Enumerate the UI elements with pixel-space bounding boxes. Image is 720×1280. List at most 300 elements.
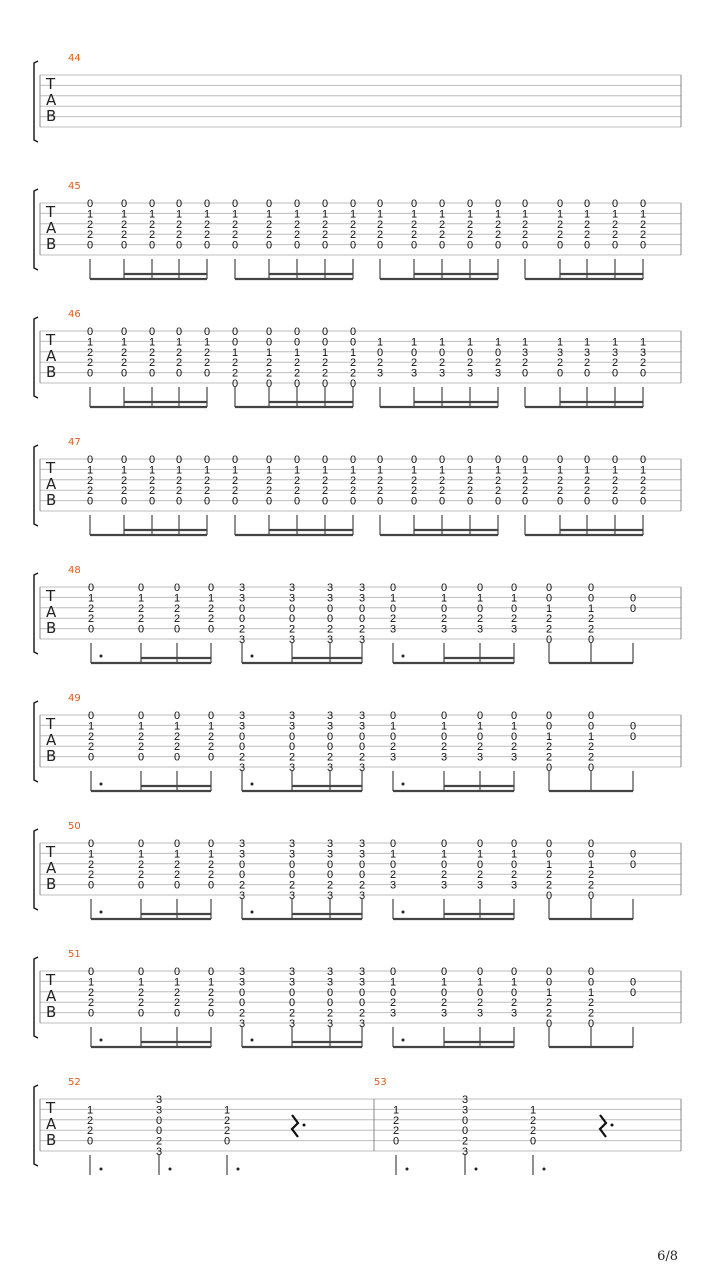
fret-number: 1 <box>410 336 418 349</box>
tab-system <box>34 53 681 142</box>
fret-number: 2 <box>583 229 591 242</box>
fret-number: 1 <box>611 208 619 221</box>
fret-number: 0 <box>321 454 329 466</box>
tab-chord <box>557 454 563 535</box>
fret-number: 3 <box>288 710 296 722</box>
fret-number: 1 <box>476 848 484 861</box>
tab-clef-letter: T <box>46 843 56 861</box>
fret-number: 3 <box>389 1007 397 1020</box>
fret-number: 2 <box>545 997 553 1010</box>
fret-number: 2 <box>389 997 397 1010</box>
fret-number: 0 <box>440 582 448 594</box>
fret-number: 0 <box>639 495 647 508</box>
tab-clef-letter: T <box>46 331 56 349</box>
fret-number: 0 <box>87 838 95 850</box>
fret-number: 2 <box>231 218 239 231</box>
dot <box>402 1039 405 1042</box>
fret-number: 0 <box>173 751 181 764</box>
fret-number: 0 <box>438 495 446 508</box>
tab-chord <box>495 198 501 279</box>
fret-number: 0 <box>326 741 334 754</box>
fret-number: 0 <box>461 1125 469 1138</box>
fret-number: 0 <box>476 858 484 871</box>
fret-number: 2 <box>207 613 215 626</box>
fret-number: 2 <box>440 869 448 882</box>
fret-number: 0 <box>389 602 397 615</box>
fret-number: 3 <box>326 838 334 850</box>
tab-chord <box>439 336 445 407</box>
fret-number: 0 <box>148 239 156 252</box>
dot <box>237 1168 240 1171</box>
tab-chord <box>327 838 333 919</box>
fret-number: 0 <box>349 198 357 210</box>
fret-number: 2 <box>175 229 183 242</box>
fret-number: 1 <box>510 848 518 861</box>
fret-number: 2 <box>175 485 183 498</box>
tab-chord <box>88 838 94 919</box>
fret-number: 1 <box>223 1104 231 1117</box>
fret-number: 1 <box>207 976 215 989</box>
fret-number: 0 <box>461 1114 469 1127</box>
fret-number: 0 <box>148 367 156 380</box>
dot <box>100 911 103 914</box>
fret-number: 3 <box>238 710 246 722</box>
fret-number: 0 <box>358 869 366 882</box>
fret-number: 0 <box>238 997 246 1010</box>
fret-number: 2 <box>173 602 181 615</box>
fret-number: 2 <box>521 218 529 231</box>
fret-number: 3 <box>494 367 502 380</box>
fret-number: 3 <box>326 592 334 605</box>
tab-chord <box>239 710 245 791</box>
fret-number: 2 <box>231 474 239 487</box>
fret-number: 3 <box>238 1018 246 1030</box>
fret-number: 1 <box>389 720 397 733</box>
fret-number: 3 <box>376 367 384 380</box>
fret-number: 3 <box>326 720 334 733</box>
tab-chord <box>390 582 396 663</box>
fret-number: 2 <box>611 357 619 370</box>
fret-number: 3 <box>238 720 246 733</box>
fret-number: 1 <box>410 464 418 477</box>
fret-number: 1 <box>611 336 619 349</box>
fret-number: 2 <box>494 218 502 231</box>
fret-number: 0 <box>611 495 619 508</box>
fret-number: 0 <box>476 986 484 999</box>
dot <box>251 655 254 658</box>
fret-number: 2 <box>545 623 553 636</box>
tab-chord <box>530 1104 536 1175</box>
fret-number: 2 <box>587 741 595 754</box>
fret-number: 2 <box>587 869 595 882</box>
fret-number: 0 <box>326 997 334 1010</box>
fret-number: 3 <box>440 1007 448 1020</box>
fret-number: 2 <box>137 741 145 754</box>
fret-number: 2 <box>120 346 128 359</box>
tab-chord <box>350 198 356 279</box>
fret-number: 2 <box>173 986 181 999</box>
fret-number: 2 <box>207 858 215 871</box>
fret-number: 2 <box>466 218 474 231</box>
fret-number: 2 <box>265 367 273 380</box>
fret-number: 1 <box>438 464 446 477</box>
fret-number: 1 <box>466 336 474 349</box>
fret-number: 0 <box>207 710 215 722</box>
fret-number: 1 <box>137 848 145 861</box>
fret-number: 3 <box>389 623 397 636</box>
tab-chord <box>232 198 238 279</box>
fret-number: 3 <box>510 1007 518 1020</box>
tab-chord <box>477 710 483 791</box>
fret-number: 0 <box>510 582 518 594</box>
tab-clef-letter: A <box>46 1115 57 1133</box>
fret-number: 1 <box>87 976 95 989</box>
fret-number: 0 <box>207 879 215 892</box>
fret-number: 0 <box>587 848 595 861</box>
fret-number: 2 <box>545 613 553 626</box>
measure-number: 47 <box>68 437 81 448</box>
tab-clef-letter: B <box>46 619 57 637</box>
fret-number: 2 <box>326 1007 334 1020</box>
fret-number: 0 <box>321 378 329 390</box>
tab-chord <box>327 966 333 1047</box>
fret-number: 0 <box>629 730 637 743</box>
fret-number: 0 <box>231 336 239 349</box>
fret-number: 2 <box>583 357 591 370</box>
fret-number: 2 <box>410 485 418 498</box>
fret-number: 0 <box>440 966 448 978</box>
dot <box>611 1124 614 1127</box>
fret-number: 2 <box>293 474 301 487</box>
fret-number: 2 <box>389 869 397 882</box>
fret-number: 2 <box>587 613 595 626</box>
fret-number: 2 <box>510 613 518 626</box>
fret-number: 1 <box>545 730 553 743</box>
fret-number: 2 <box>293 218 301 231</box>
fret-number: 0 <box>148 454 156 466</box>
tab-chord <box>266 326 272 407</box>
fret-number: 0 <box>207 966 215 978</box>
fret-number: 1 <box>476 720 484 733</box>
fret-number: 0 <box>238 986 246 999</box>
fret-number: 2 <box>438 218 446 231</box>
fret-number: 0 <box>265 495 273 508</box>
fret-number: 2 <box>556 485 564 498</box>
tab-chord <box>612 336 618 407</box>
fret-number: 2 <box>137 997 145 1010</box>
fret-number: 3 <box>438 367 446 380</box>
fret-number: 0 <box>137 710 145 722</box>
fret-number: 1 <box>86 464 94 477</box>
fret-number: 1 <box>583 336 591 349</box>
fret-number: 1 <box>231 464 239 477</box>
fret-number: 2 <box>321 229 329 242</box>
fret-number: 2 <box>392 1125 400 1138</box>
fret-number: 1 <box>207 592 215 605</box>
fret-number: 2 <box>293 357 301 370</box>
fret-number: 0 <box>137 838 145 850</box>
tab-system <box>34 181 681 279</box>
fret-number: 2 <box>265 485 273 498</box>
fret-number: 1 <box>494 208 502 221</box>
fret-number: 2 <box>349 229 357 242</box>
fret-number: 2 <box>175 346 183 359</box>
fret-number: 3 <box>288 720 296 733</box>
fret-number: 0 <box>231 378 239 390</box>
fret-number: 0 <box>137 966 145 978</box>
fret-number: 2 <box>349 357 357 370</box>
fret-number: 3 <box>358 976 366 989</box>
fret-number: 0 <box>358 730 366 743</box>
tab-chord <box>322 454 328 535</box>
fret-number: 3 <box>326 762 334 774</box>
tab-chord <box>359 582 365 663</box>
fret-number: 2 <box>587 1007 595 1020</box>
tab-chord <box>588 838 594 919</box>
measure-number: 53 <box>374 1077 387 1088</box>
dot <box>251 783 254 786</box>
fret-number: 1 <box>440 592 448 605</box>
fret-number: 0 <box>440 602 448 615</box>
fret-number: 2 <box>440 997 448 1010</box>
fret-number: 0 <box>349 336 357 349</box>
fret-number: 0 <box>410 495 418 508</box>
fret-number: 2 <box>175 218 183 231</box>
fret-number: 2 <box>529 1114 537 1127</box>
fret-number: 0 <box>173 966 181 978</box>
fret-number: 0 <box>611 454 619 466</box>
fret-number: 0 <box>293 239 301 252</box>
tab-chord <box>390 710 396 791</box>
tab-chord <box>630 848 636 919</box>
fret-number: 2 <box>583 474 591 487</box>
fret-number: 0 <box>173 623 181 636</box>
tab-chord <box>138 710 144 791</box>
system-bracket <box>34 829 38 910</box>
tab-chord <box>289 710 295 791</box>
fret-number: 3 <box>326 966 334 978</box>
measure-number: 44 <box>68 53 81 64</box>
fret-number: 2 <box>175 474 183 487</box>
fret-number: 0 <box>440 730 448 743</box>
tab-clef-letter: A <box>46 731 57 749</box>
tab-chord <box>612 198 618 279</box>
fret-number: 0 <box>476 582 484 594</box>
fret-number: 2 <box>137 986 145 999</box>
fret-number: 0 <box>326 613 334 626</box>
fret-number: 1 <box>203 336 211 349</box>
tab-chord <box>584 336 590 407</box>
fret-number: 2 <box>583 218 591 231</box>
fret-number: 1 <box>120 464 128 477</box>
dot <box>100 1039 103 1042</box>
fret-number: 3 <box>476 1007 484 1020</box>
fret-number: 0 <box>521 454 529 466</box>
fret-number: 0 <box>587 634 595 646</box>
fret-number: 2 <box>137 730 145 743</box>
fret-number: 3 <box>155 1104 163 1117</box>
tab-chord <box>174 838 180 919</box>
fret-number: 0 <box>155 1114 163 1127</box>
tab-chord <box>204 454 210 535</box>
fret-number: 1 <box>321 346 329 359</box>
system-bracket <box>34 61 38 142</box>
tab-chord <box>467 336 473 407</box>
fret-number: 0 <box>231 198 239 210</box>
fret-number: 0 <box>175 326 183 338</box>
fret-number: 0 <box>410 239 418 252</box>
fret-number: 1 <box>392 1104 400 1117</box>
fret-number: 2 <box>87 986 95 999</box>
measure-number: 46 <box>68 309 81 320</box>
fret-number: 3 <box>461 1146 469 1158</box>
fret-number: 2 <box>358 751 366 764</box>
tab-chord <box>588 966 594 1047</box>
fret-number: 1 <box>349 208 357 221</box>
fret-number: 3 <box>238 976 246 989</box>
fret-number: 2 <box>639 218 647 231</box>
fret-number: 2 <box>639 485 647 498</box>
fret-number: 2 <box>476 997 484 1010</box>
fret-number: 2 <box>321 485 329 498</box>
fret-number: 0 <box>238 741 246 754</box>
fret-number: 2 <box>86 218 94 231</box>
tab-chord <box>390 966 396 1047</box>
fret-number: 2 <box>326 623 334 636</box>
tab-chord <box>149 454 155 535</box>
fret-number: 3 <box>238 848 246 861</box>
fret-number: 2 <box>203 357 211 370</box>
tab-chord <box>467 198 473 279</box>
fret-number: 1 <box>265 464 273 477</box>
fret-number: 0 <box>521 367 529 380</box>
fret-number: 2 <box>155 1135 163 1148</box>
tab-clef-letter: A <box>46 219 57 237</box>
fret-number: 3 <box>326 848 334 861</box>
tab-chord <box>612 454 618 535</box>
tab-clef-letter: B <box>46 491 57 509</box>
tab-chord <box>208 838 214 919</box>
tab-chord <box>546 582 552 663</box>
dot <box>100 1168 103 1171</box>
measure-number: 48 <box>68 565 81 576</box>
tab-chord <box>511 710 517 791</box>
fret-number: 1 <box>86 208 94 221</box>
fret-number: 0 <box>466 454 474 466</box>
fret-number: 1 <box>137 976 145 989</box>
fret-number: 1 <box>587 730 595 743</box>
fret-number: 3 <box>440 751 448 764</box>
fret-number: 1 <box>293 464 301 477</box>
tab-chord <box>546 838 552 919</box>
fret-number: 2 <box>389 613 397 626</box>
fret-number: 1 <box>521 464 529 477</box>
fret-number: 3 <box>358 762 366 774</box>
fret-number: 2 <box>265 218 273 231</box>
tab-clef-letter: T <box>46 715 56 733</box>
fret-number: 0 <box>611 367 619 380</box>
fret-number: 1 <box>587 986 595 999</box>
tab-chord <box>289 966 295 1047</box>
fret-number: 2 <box>207 602 215 615</box>
fret-number: 2 <box>529 1125 537 1138</box>
fret-number: 2 <box>583 485 591 498</box>
fret-number: 3 <box>358 966 366 978</box>
quarter-rest-icon <box>292 1115 298 1137</box>
tab-chord <box>176 326 182 407</box>
fret-number: 0 <box>494 198 502 210</box>
fret-number: 3 <box>288 762 296 774</box>
fret-number: 0 <box>349 378 357 390</box>
fret-number: 2 <box>376 485 384 498</box>
tab-chord <box>138 838 144 919</box>
tab-chord <box>350 326 356 407</box>
fret-number: 1 <box>137 592 145 605</box>
fret-number: 0 <box>293 326 301 338</box>
fret-number: 0 <box>175 198 183 210</box>
fret-number: 2 <box>545 751 553 764</box>
tab-chord <box>174 582 180 663</box>
fret-number: 2 <box>231 485 239 498</box>
fret-number: 3 <box>583 346 591 359</box>
fret-number: 0 <box>629 976 637 989</box>
fret-number: 0 <box>148 495 156 508</box>
fret-number: 3 <box>466 367 474 380</box>
dot <box>475 1168 478 1171</box>
fret-number: 1 <box>440 720 448 733</box>
fret-number: 2 <box>556 229 564 242</box>
quarter-rest-icon <box>600 1115 606 1137</box>
fret-number: 0 <box>137 582 145 594</box>
tab-chord <box>377 198 383 279</box>
fret-number: 1 <box>137 720 145 733</box>
fret-number: 1 <box>231 208 239 221</box>
fret-number: 2 <box>207 986 215 999</box>
fret-number: 2 <box>510 997 518 1010</box>
fret-number: 1 <box>466 464 474 477</box>
fret-number: 2 <box>556 474 564 487</box>
dot <box>402 783 405 786</box>
fret-number: 0 <box>238 858 246 871</box>
tab-chord <box>467 454 473 535</box>
fret-number: 3 <box>288 976 296 989</box>
fret-number: 1 <box>639 336 647 349</box>
fret-number: 3 <box>510 623 518 636</box>
fret-number: 0 <box>545 592 553 605</box>
fret-number: 2 <box>207 997 215 1010</box>
fret-number: 0 <box>629 848 637 861</box>
fret-number: 0 <box>629 592 637 605</box>
fret-number: 1 <box>545 986 553 999</box>
fret-number: 3 <box>358 592 366 605</box>
tab-chord <box>630 592 636 663</box>
fret-number: 1 <box>203 208 211 221</box>
tab-clef-letter: A <box>46 347 57 365</box>
fret-number: 0 <box>583 454 591 466</box>
fret-number: 3 <box>358 582 366 594</box>
fret-number: 2 <box>556 218 564 231</box>
fret-number: 0 <box>120 326 128 338</box>
dot <box>303 1124 306 1127</box>
fret-number: 2 <box>265 474 273 487</box>
tab-clef-letter: A <box>46 603 57 621</box>
fret-number: 2 <box>466 474 474 487</box>
tab-chord <box>174 966 180 1047</box>
fret-number: 0 <box>587 838 595 850</box>
fret-number: 1 <box>293 208 301 221</box>
fret-number: 0 <box>231 326 239 338</box>
fret-number: 0 <box>349 326 357 338</box>
